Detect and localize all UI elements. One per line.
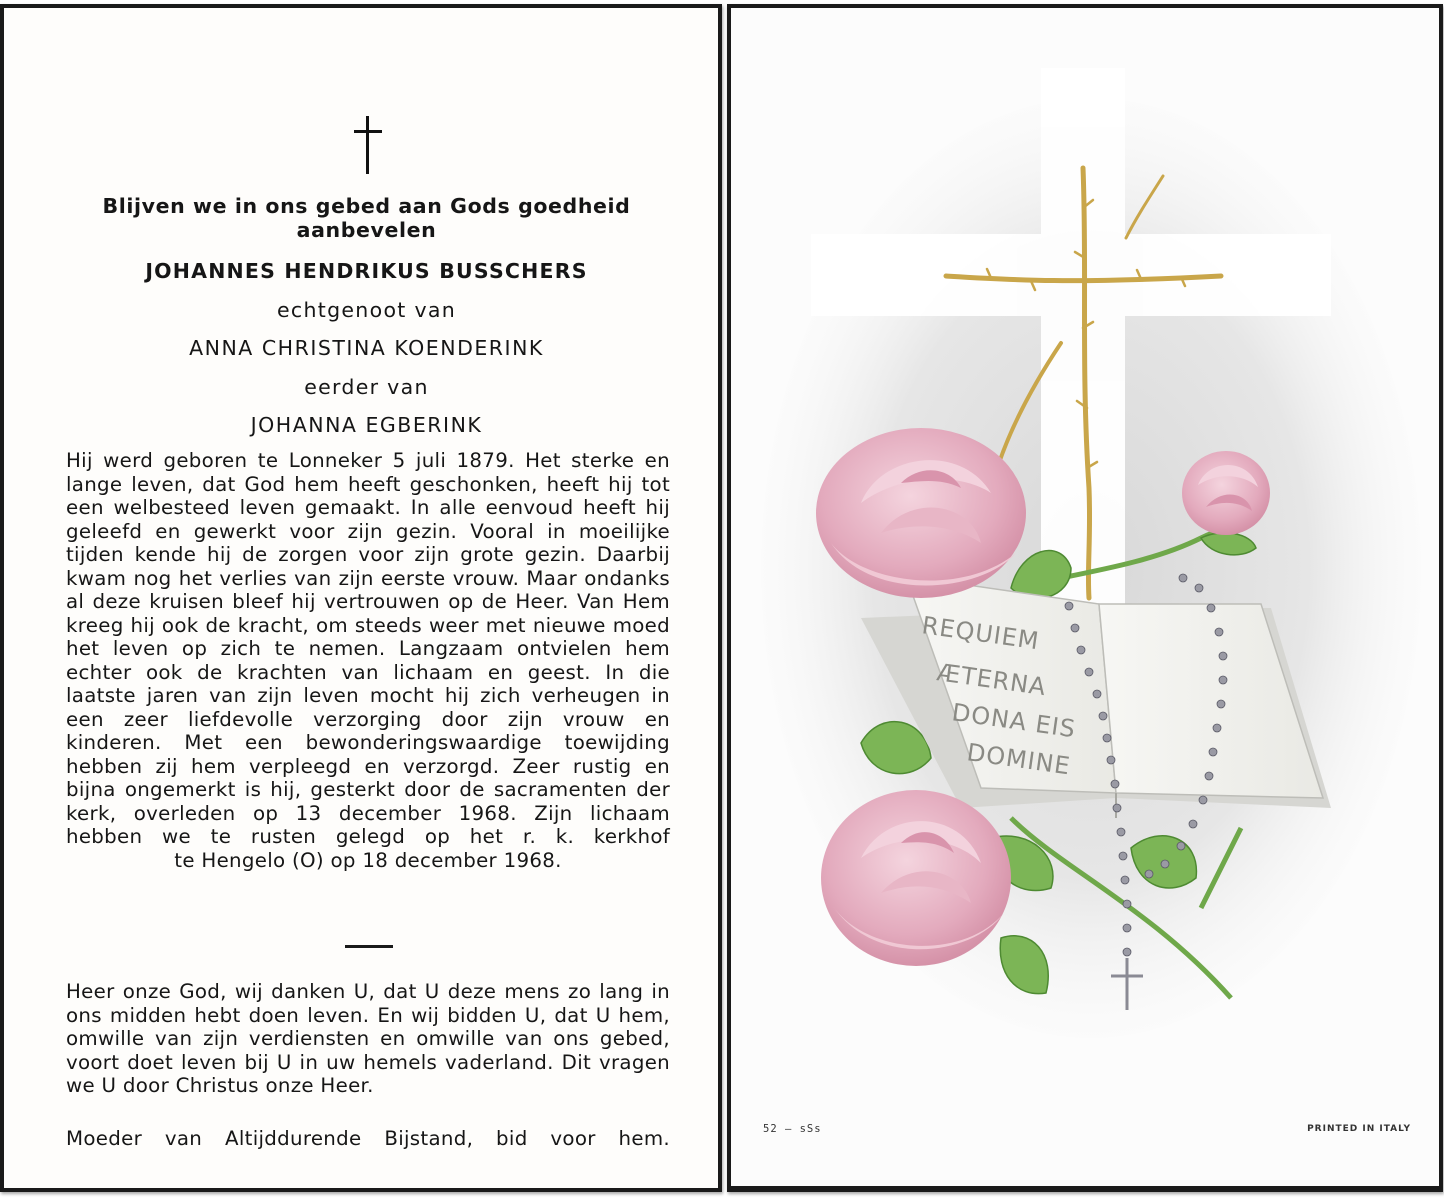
biography-text: Hij werd geboren te Lonneker 5 juli 1879. Het sterke en lange leven, dat God hem heeft geschonken, heeft hij tot een welbesteed leven gemaakt. In alle eenvoud heeft hij geleefd en gewerkt voor zijn gezin. Vooral in moeilijke tijden kende hij de zorgen voor zijn grote gezin. Daarbij kwam nog het verlies van zijn eerste vrouw. Maar ondanks al deze kruisen bleef hij vertrouwen op de Heer. Van Hem kreeg hij ook de kracht, om steeds weer met nieuwe moed het leven op zich te nemen. Langzaam ontvielen hem echter ook de krachten van lichaam en geest. In die laatste jaren van zijn leven mocht hij zich verheugen in een zeer liefdevolle verzorging door zijn vrouw en kinderen. Met een bewonderingswaardige toewijding hebben zij hem verpleegd en verzorgd. Zeer rustig en bijna ongemerkt is hij, gesterkt door de sacramenten der kerk, overleden op 13 december 1968. Zijn lichaam hebben we te rusten gelegd op het r. k. kerkhof (66, 449, 670, 848)
footer-printed: PRINTED IN ITALY (1307, 1124, 1411, 1134)
closing-invocation: Moeder van Altijddurende Bijstand, bid voor hem. (66, 1127, 670, 1150)
prayer-text: Heer onze God, wij danken U, dat U deze mens zo lang in ons midden hebt doen leven. En wij bidden U, dat U hem, omwille van zijn verdiensten en omwille van ons gebed, voort doet leven bij U in uw hemels vaderland. Dit vragen we U door Christus onze Heer. (66, 980, 670, 1097)
book-line-1: REQUIEM (920, 611, 1042, 656)
memorial-card-text-side (0, 4, 722, 1192)
relation-spouse-2: eerder van (304, 375, 429, 399)
spouse-1-name: ANNA CHRISTINA KOENDERINK (189, 336, 544, 360)
book-line-2: ÆTERNA (935, 658, 1049, 702)
relation-spouse-1: echtgenoot van (276, 298, 457, 322)
biography-tail: te Hengelo (O) op 18 december 1968. (174, 848, 562, 872)
book-line-3: DONA EIS (950, 698, 1078, 744)
intro-text: Blijven we in ons gebed aan Gods goedheid aanbevelen (102, 194, 631, 242)
biography-paragraph (66, 449, 670, 872)
memorial-card-image-side (727, 4, 1443, 1192)
deceased-name: JOHANNES HENDRIKUS BUSSCHERS (145, 259, 588, 283)
section-divider (345, 945, 393, 948)
devotional-illustration (731, 8, 1444, 1108)
cross-icon (354, 116, 382, 174)
spouse-2-name: JOHANNA EGBERINK (250, 413, 483, 437)
book-line-4: DOMINE (965, 738, 1073, 781)
footer-code: 52 — sSs (763, 1123, 822, 1135)
